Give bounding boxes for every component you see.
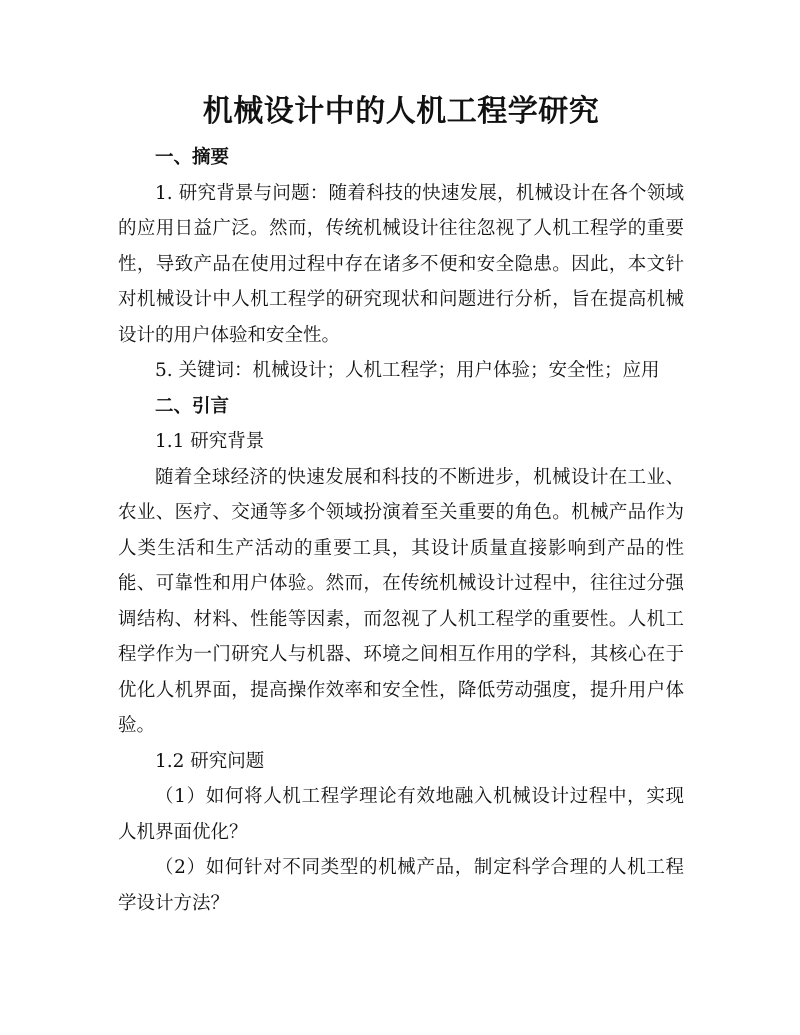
research-question-2: （2）如何针对不同类型的机械产品，制定科学合理的人机工程学设计方法？ [118, 857, 684, 914]
intro-paragraph: 随着全球经济的快速发展和科技的不断进步，机械设计在工业、农业、医疗、交通等多个领域扮演着至关重要的角色。机械产品作为人类生活和生产活动的重要工具，其设计质量直接影响到产品的性能、可靠性和用户体验。然而，在传统机械设计过程中，往往过分强调结构、材料、性能等因素，而忽视了人机工程学的重要性。人机工程学作为一门研究人与机器、环境之间相互作用的学科，其核心在于优化人机界面，提高操作效率和安全性，降低劳动强度，提升用户体验。 [118, 466, 684, 736]
intro-heading: 二、引言 [155, 395, 230, 417]
subsection-1-1-heading: 1.1 研究背景 [155, 431, 265, 452]
subsection-1-2-heading: 1.2 研究问题 [155, 750, 265, 772]
document-title: 机械设计中的人机工程学研究 [202, 94, 600, 129]
keywords-line: 5. 关键词：机械设计；人机工程学；用户体验；安全性；应用 [155, 360, 660, 381]
abstract-heading: 一、摘要 [155, 147, 230, 168]
research-question-1: （1）如何将人机工程学理论有效地融入机械设计过程中，实现人机界面优化？ [118, 786, 684, 843]
abstract-paragraph: 1. 研究背景与问题：随着科技的快速发展，机械设计在各个领域的应用日益广泛。然而，传统机械设计往往忽视了人机工程学的重要性，导致产品在使用过程中存在诸多不便和安全隐患。因此，本文针对机械设计中人机工程学的研究现状和问题进行分析，旨在提高机械设计的用户体验和安全性。 [118, 182, 684, 346]
document-page [118, 90, 684, 921]
